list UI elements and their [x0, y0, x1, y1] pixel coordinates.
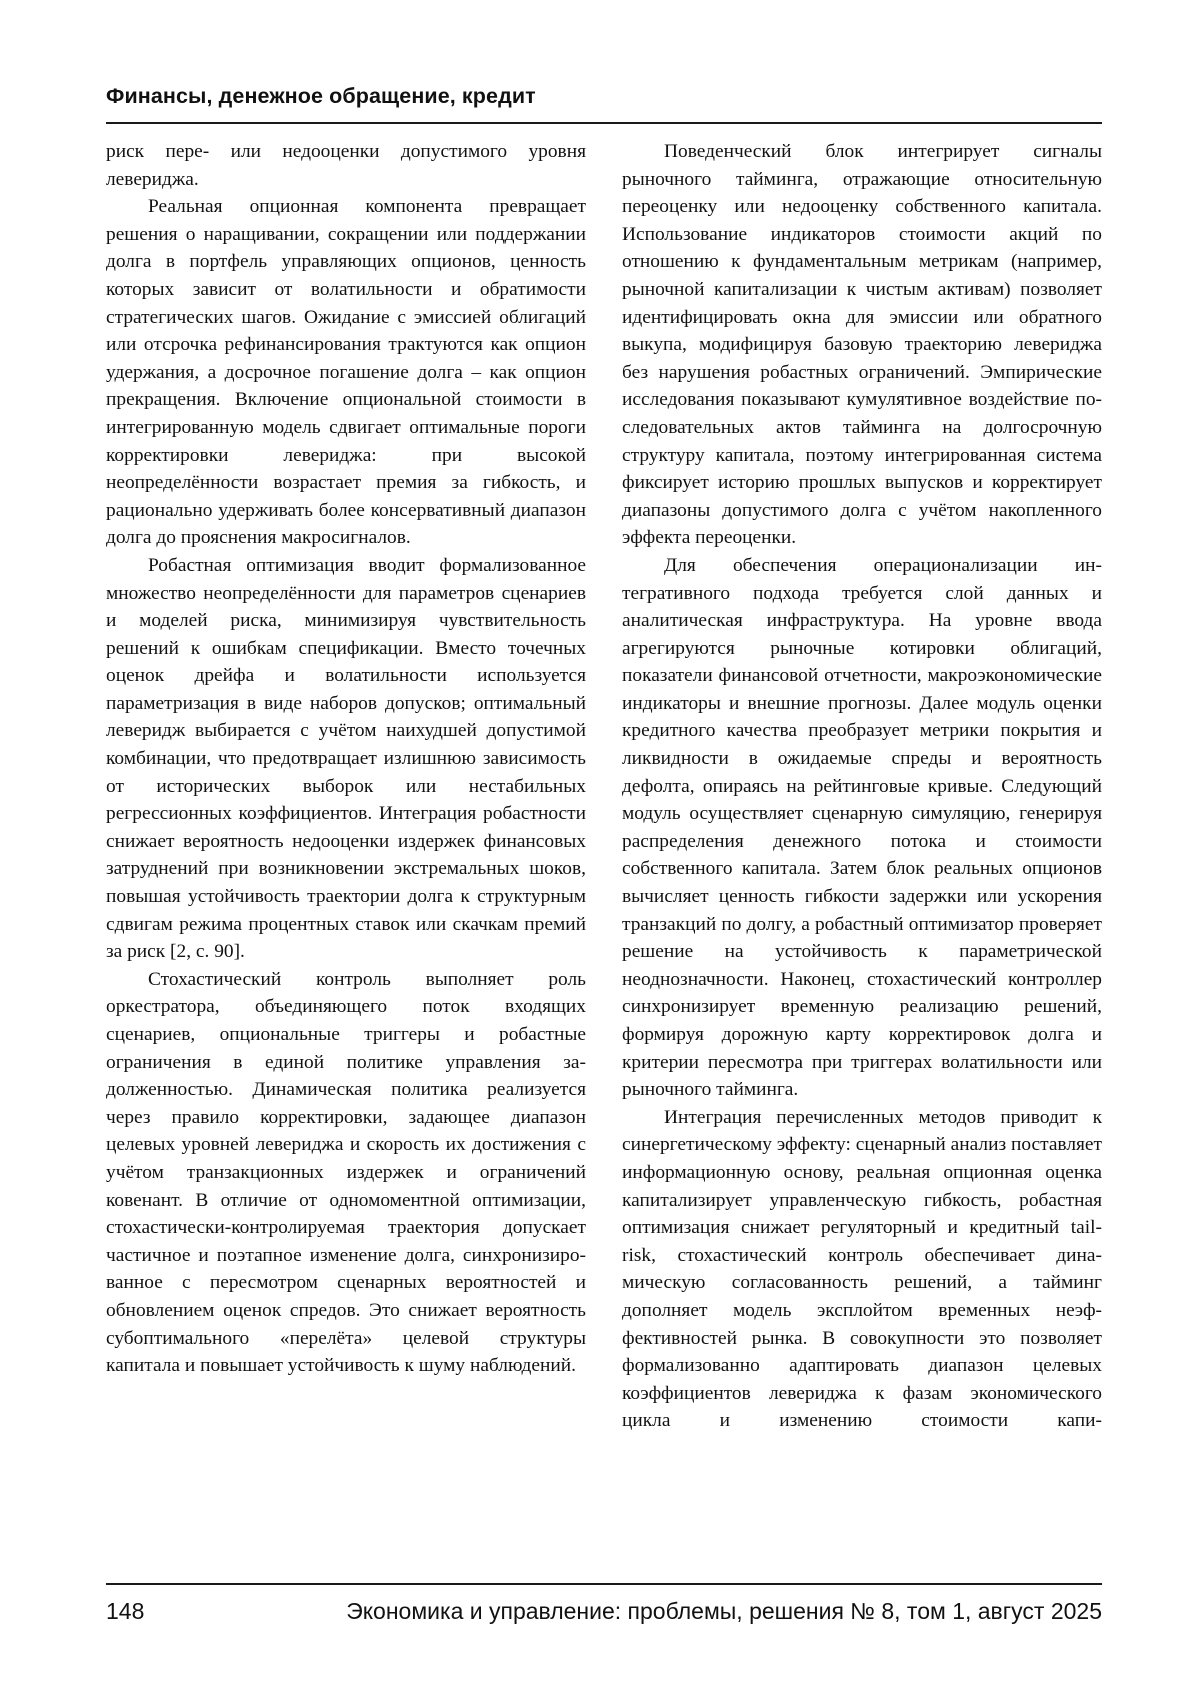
page-footer: [106, 1583, 1102, 1645]
article-body: [106, 138, 1102, 1578]
paragraph: Для обеспечения операционализации ин­тегративного подхода требуется слой данных и аналитическая инфраструктура. На уровне ввода агрегируются рыночные котировки обли­гаций, показатели финансовой отчетности, ма­кроэкономические индикаторы и внешние про­гнозы. Далее модуль оценки кредитного качества преобразует метрики покрытия и ликвидности в ожидаемые спреды и вероятность дефолта, опираясь на рейтинговые кривые. Следующий модуль осуществляет сценарную симуляцию, ге­нерируя распределения денежного потока и стои­мости собственного капитала. Затем блок ре­альных опционов вычисляет ценность гибкости задержки или ускорения транзакций по долгу, а робастный оптимизатор проверяет решение на устойчивость к параметрической неоднозначно­сти. Наконец, стохастический контроллер син­хронизирует временную реализацию решений, формируя дорожную карту корректировок долга и критерии пересмотра при триггерах волатиль­ности или рыночного тайминга.: [622, 552, 1102, 1104]
section-title: Финансы, денежное обращение, кредит: [106, 84, 536, 109]
paragraph: риск пере- или недооценки допустимого уровня левериджа.: [106, 138, 586, 193]
paragraph: Реальная опционная компонента превращает решения о наращивании, сокращении или под­держании долга в портфель управляющих опцио­нов, ценность которых зависит от волатильности и обратимости стратегических шагов. Ожидание с эмиссией облигаций или отсрочка рефинан­сирования трактуются как опцион удержания, а досрочное погашение долга – как опцион пре­кращения. Включение опциональной стоимости в интегрированную модель сдвигает оптималь­ные пороги корректировки левериджа: при вы­сокой неопределённости возрастает премия за гибкость, и рационально удерживать более кон­сервативный диапазон долга до прояснения ма­кросигналов.: [106, 193, 586, 552]
page-number: 148: [106, 1598, 144, 1625]
paragraph: Робастная оптимизация вводит формали­зованное множество неопределённости для па­раметров сценариев и моделей риска, миними­зируя чувствительность решений к ошибкам спецификации. Вместо точечных оценок дрейфа и волатильности используется параметризация в виде наборов допусков; оптимальный леве­ридж выбирается с учётом наихудшей допусти­мой комбинации, что предотвращает излишнюю зависимость от исторических выборок или не­стабильных регрессионных коэффициентов. Ин­теграция робастности снижает вероятность недо­оценки издержек финансовых затруднений при возникновении экстремальных шоков, повышая устойчивость траектории долга к структурным сдвигам режима процентных ставок или скачкам премий за риск [2, с. 90].: [106, 552, 586, 966]
page-header: [106, 84, 1102, 124]
left-column: [106, 138, 586, 1380]
right-column: [622, 138, 1102, 1435]
journal-info: Экономика и управление: проблемы, решения № 8, том 1, август 2025: [346, 1598, 1102, 1625]
paragraph: Интеграция перечисленных методов при­водит к синергетическому эффекту: сценарный анализ поставляет информационную основу, ре­альная опционная оценка капитализирует управ­ленческую гибкость, робастная оптимизация снижает регуляторный и кредитный tail-risk, стохастический контроль обеспечивает дина­мическую согласованность решений, а тайминг дополняет модель эксплойтом временных неэф­фективностей рынка. В совокупности это поз­воляет формализованно адаптировать диапазон целевых коэффициентов левериджа к фазам эко­номического цикла и изменению стоимости капи-: [622, 1104, 1102, 1435]
paragraph: Стохастический контроль выполняет роль оркестратора, объединяющего поток входящих сценариев, опциональные триггеры и робастные ограничения в единой политике управления за­долженностью. Динамическая политика реали­зуется через правило корректировки, задающее диапазон целевых уровней левериджа и скорость их достижения с учётом транзакционных издер­жек и ограничений ковенант. В отличие от од­номоментной оптимизации, стохастически-кон­тролируемая траектория допускает частичное и поэтапное изменение долга, синхронизиро­ванное с пересмотром сценарных вероятностей и обновлением оценок спредов. Это снижает ве­роятность субоптимального «перелёта» целевой структуры капитала и повышает устойчивость к шуму наблюдений.: [106, 966, 586, 1380]
paragraph: Поведенческий блок интегрирует сигналы рыночного тайминга, отражающие относитель­ную переоценку или недооценку собственного капитала. Использование индикаторов стоимости акций по отношению к фундаментальным метри­кам (например, рыночной капитализации к чи­стым активам) позволяет идентифицировать окна для эмиссии или обратного выкупа, модифицируя базовую траекторию левериджа без нарушения робастных ограничений. Эмпирические исследо­вания показывают кумулятивное воздействие по­следовательных актов тайминга на долгосрочную структуру капитала, поэтому интегрированная система фиксирует историю прошлых выпусков и корректирует диапазоны допустимого долга с учётом накопленного эффекта переоценки.: [622, 138, 1102, 552]
